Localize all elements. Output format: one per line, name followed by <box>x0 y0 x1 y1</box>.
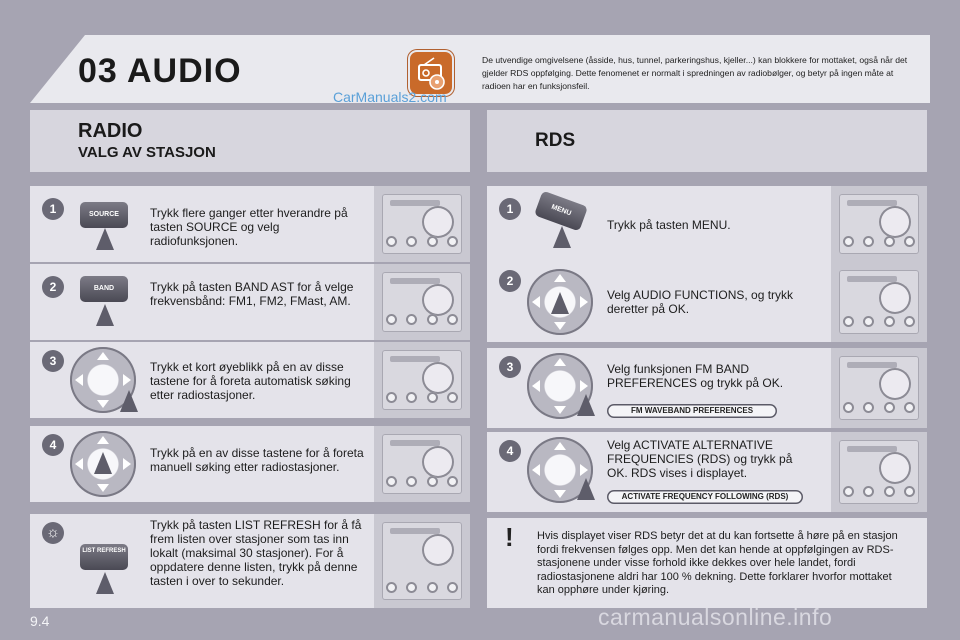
press-arrow-icon <box>553 226 571 248</box>
watermark-top: CarManuals2.com <box>333 89 447 105</box>
warning-text: Hvis displayet viser RDS betyr det at du kan fortsette å høre på en stasjon fordi frekvensen følges opp. Men det kan hende at oppfølgingen av RDS-stasjonene under visse forhold ikke dekkes over hele landet, fordi radiostasjonene aldri har 100 % dekning. Dette forklarer hvorfor mottaket kan opphøre under kjøring. <box>537 530 898 596</box>
step-text: Velg ACTIVATE ALTERNATIVE FREQUENCIES (RDS) og trykk på OK. RDS vises i displayet. <box>607 438 793 480</box>
rds-section-header <box>487 110 927 172</box>
radio-unit-image <box>374 264 470 340</box>
press-arrow-icon <box>577 394 595 416</box>
sun-tip-icon: ☼ <box>42 522 64 544</box>
radio-unit-image <box>374 426 470 502</box>
step-number: 3 <box>42 350 64 372</box>
rds-step-3 <box>487 348 927 428</box>
press-arrow-icon <box>120 390 138 412</box>
press-arrow-icon <box>96 304 114 326</box>
radio-step-3 <box>30 342 470 418</box>
step-text: Trykk et kort øyeblikk på en av disse tastene for å foreta automatisk søking etter radiostasjoner. <box>150 360 351 402</box>
header-notch <box>30 35 85 103</box>
step-text: Trykk på tasten MENU. <box>607 218 731 232</box>
step-number: 3 <box>499 356 521 378</box>
radio-cd-icon <box>410 52 452 94</box>
radio-tip-box <box>30 514 470 608</box>
rds-title: RDS <box>535 130 576 151</box>
header-note: De utvendige omgivelsene (åsside, hus, tunnel, parkeringshus, kjeller...) kan blokkere for mottaket, også når det gjelder RDS oppfølging. Dette fenomenet er normalt i spredningen av radiobølger, og betyr på ingen måte at radioen har en funksjonsfeil. <box>482 55 908 91</box>
radio-step-1 <box>30 186 470 262</box>
page-number: 9.4 <box>30 613 50 629</box>
radio-unit-image <box>831 348 927 428</box>
step-text: Trykk på tasten BAND AST for å velge frekvensbånd: FM1, FM2, FMast, AM. <box>150 280 354 308</box>
rds-step-1 <box>487 186 927 262</box>
rds-warning-box <box>487 518 927 608</box>
band-button-graphic: BAND <box>80 276 128 302</box>
exclamation-icon: ! <box>505 522 514 552</box>
watermark-bottom: carmanualsonline.info <box>598 604 833 630</box>
step-text: Trykk flere ganger etter hverandre på tasten SOURCE og velg radiofunksjonen. <box>150 206 348 248</box>
rds-step-4 <box>487 432 927 512</box>
step-text: Velg AUDIO FUNCTIONS, og trykk deretter på OK. <box>607 288 794 316</box>
tip-text: Trykk på tasten LIST REFRESH for å få frem listen over stasjoner som tas inn lokalt (maksimal 30 stasjoner). For å oppdatere denne listen, trykk på denne tasten i over to sekunder. <box>150 518 362 588</box>
rds-follow-display: ACTIVATE FREQUENCY FOLLOWING (RDS) <box>607 490 803 504</box>
source-button-graphic: SOURCE <box>80 202 128 228</box>
step-text: Velg funksjonen FM BAND PREFERENCES og trykk på OK. <box>607 362 784 390</box>
fm-waveband-display: FM WAVEBAND PREFERENCES <box>607 404 777 418</box>
radio-title: RADIO <box>78 120 143 142</box>
radio-step-4 <box>30 426 470 502</box>
step-text: Trykk på en av disse tastene for å foreta manuell søking etter radiostasjoner. <box>150 446 364 474</box>
radio-section-header <box>30 110 470 172</box>
rds-step-2 <box>487 262 927 342</box>
press-arrow-icon <box>94 452 112 474</box>
press-arrow-icon <box>96 572 114 594</box>
radio-step-2 <box>30 264 470 340</box>
step-number: 2 <box>499 270 521 292</box>
radio-subtitle: VALG AV STASJON <box>78 144 216 161</box>
press-arrow-icon <box>96 228 114 250</box>
step-number: 1 <box>42 198 64 220</box>
step-number: 2 <box>42 276 64 298</box>
radio-unit-image <box>374 342 470 418</box>
radio-unit-image <box>374 514 470 608</box>
chapter-title: 03 AUDIO <box>78 52 242 90</box>
menu-button-graphic: MENU <box>534 191 588 232</box>
press-arrow-icon <box>551 292 569 314</box>
radio-unit-image <box>374 186 470 262</box>
press-arrow-icon <box>577 478 595 500</box>
step-number: 1 <box>499 198 521 220</box>
radio-unit-image <box>831 432 927 512</box>
radio-unit-image <box>831 186 927 262</box>
step-number: 4 <box>42 434 64 456</box>
list-refresh-button-graphic: LIST REFRESH <box>80 544 128 570</box>
radio-unit-image <box>831 262 927 342</box>
step-number: 4 <box>499 440 521 462</box>
